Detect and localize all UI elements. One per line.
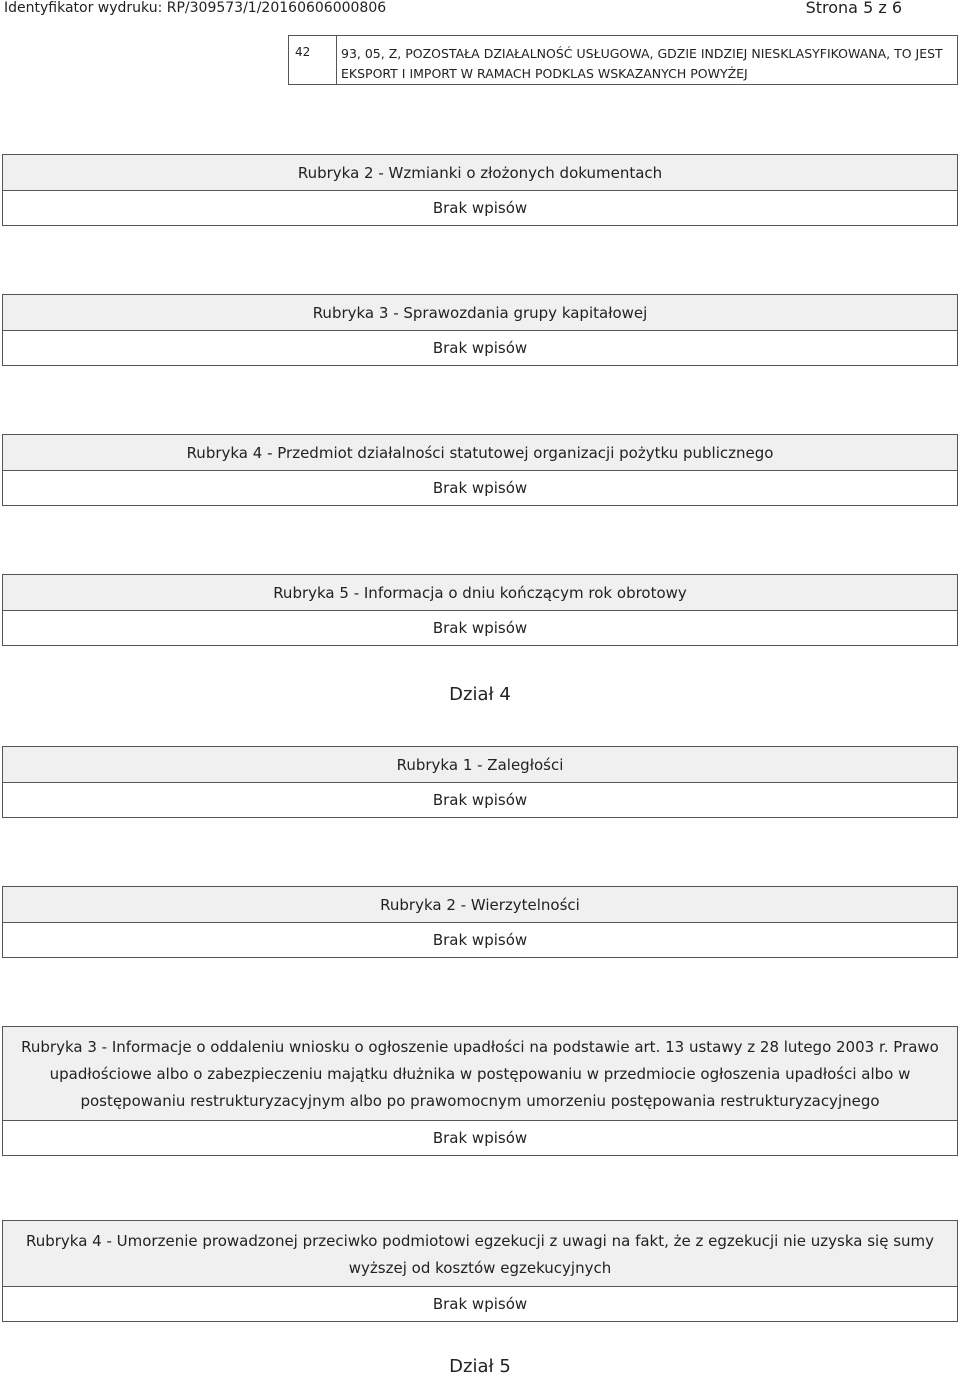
section-d4-rubryka-3 [2, 1026, 958, 1156]
rubryka-title: Rubryka 4 - Przedmiot działalności statutowej organizacji pożytku publicznego [3, 435, 957, 471]
rubryka-title: Rubryka 1 - Zaległości [3, 747, 957, 783]
rubryka-title: Rubryka 3 - Sprawozdania grupy kapitałowej [3, 295, 957, 331]
rubryka-title: Rubryka 4 - Umorzenie prowadzonej przeciwko podmiotowi egzekucji z uwagi na fakt, że z egzekucji nie uzyska się sumy wyższej od kosztów egzekucyjnych [3, 1221, 957, 1287]
section-rubryka-2 [2, 154, 958, 226]
section-heading-dzial-4: Dział 4 [449, 684, 511, 705]
section-rubryka-4 [2, 434, 958, 506]
rubryka-value: Brak wpisów [432, 619, 528, 637]
rubryka-value: Brak wpisów [432, 479, 528, 497]
rubryka-value: Brak wpisów [432, 931, 528, 949]
page-number: Strona 5 z 6 [805, 0, 902, 17]
section-heading-dzial-5: Dział 5 [449, 1356, 511, 1377]
section-rubryka-3 [2, 294, 958, 366]
rubryka-title: Rubryka 3 - Informacje o oddaleniu wniosku o ogłoszenie upadłości na podstawie art. 13 ustawy z 28 lutego 2003 r. Prawo upadłościowe albo o zabezpieczeniu majątku dłużnika w postępowaniu w przedmiocie ogłoszenia upadłości albo w postępowaniu restrukturyzacyjnym albo po prawomocnym umorzeniu postępowania restrukturyzacyjnego [3, 1027, 957, 1121]
table-row [288, 35, 958, 85]
section-d4-rubryka-1 [2, 746, 958, 818]
rubryka-title: Rubryka 5 - Informacja o dniu kończącym rok obrotowy [3, 575, 957, 611]
rubryka-value: Brak wpisów [432, 1129, 528, 1147]
rubryka-value: Brak wpisów [432, 339, 528, 357]
rubryka-value: Brak wpisów [432, 199, 528, 217]
row-number: 42 [289, 36, 337, 84]
rubryka-title: Rubryka 2 - Wzmianki o złożonych dokumentach [3, 155, 957, 191]
rubryka-title: Rubryka 2 - Wierzytelności [3, 887, 957, 923]
section-rubryka-5 [2, 574, 958, 646]
print-identifier: Identyfikator wydruku: RP/309573/1/20160606000806 [4, 0, 387, 16]
row-text: 93, 05, Z, POZOSTAŁA DZIAŁALNOŚĆ USŁUGOWA, GDZIE INDZIEJ NIESKLASYFIKOWANA, TO JEST EKSPORT I IMPORT W RAMACH PODKLAS WSKAZANYCH POWYŻEJ [341, 46, 943, 81]
section-d4-rubryka-4 [2, 1220, 958, 1322]
rubryka-value: Brak wpisów [432, 791, 528, 809]
section-d4-rubryka-2 [2, 886, 958, 958]
rubryka-value: Brak wpisów [432, 1295, 528, 1313]
